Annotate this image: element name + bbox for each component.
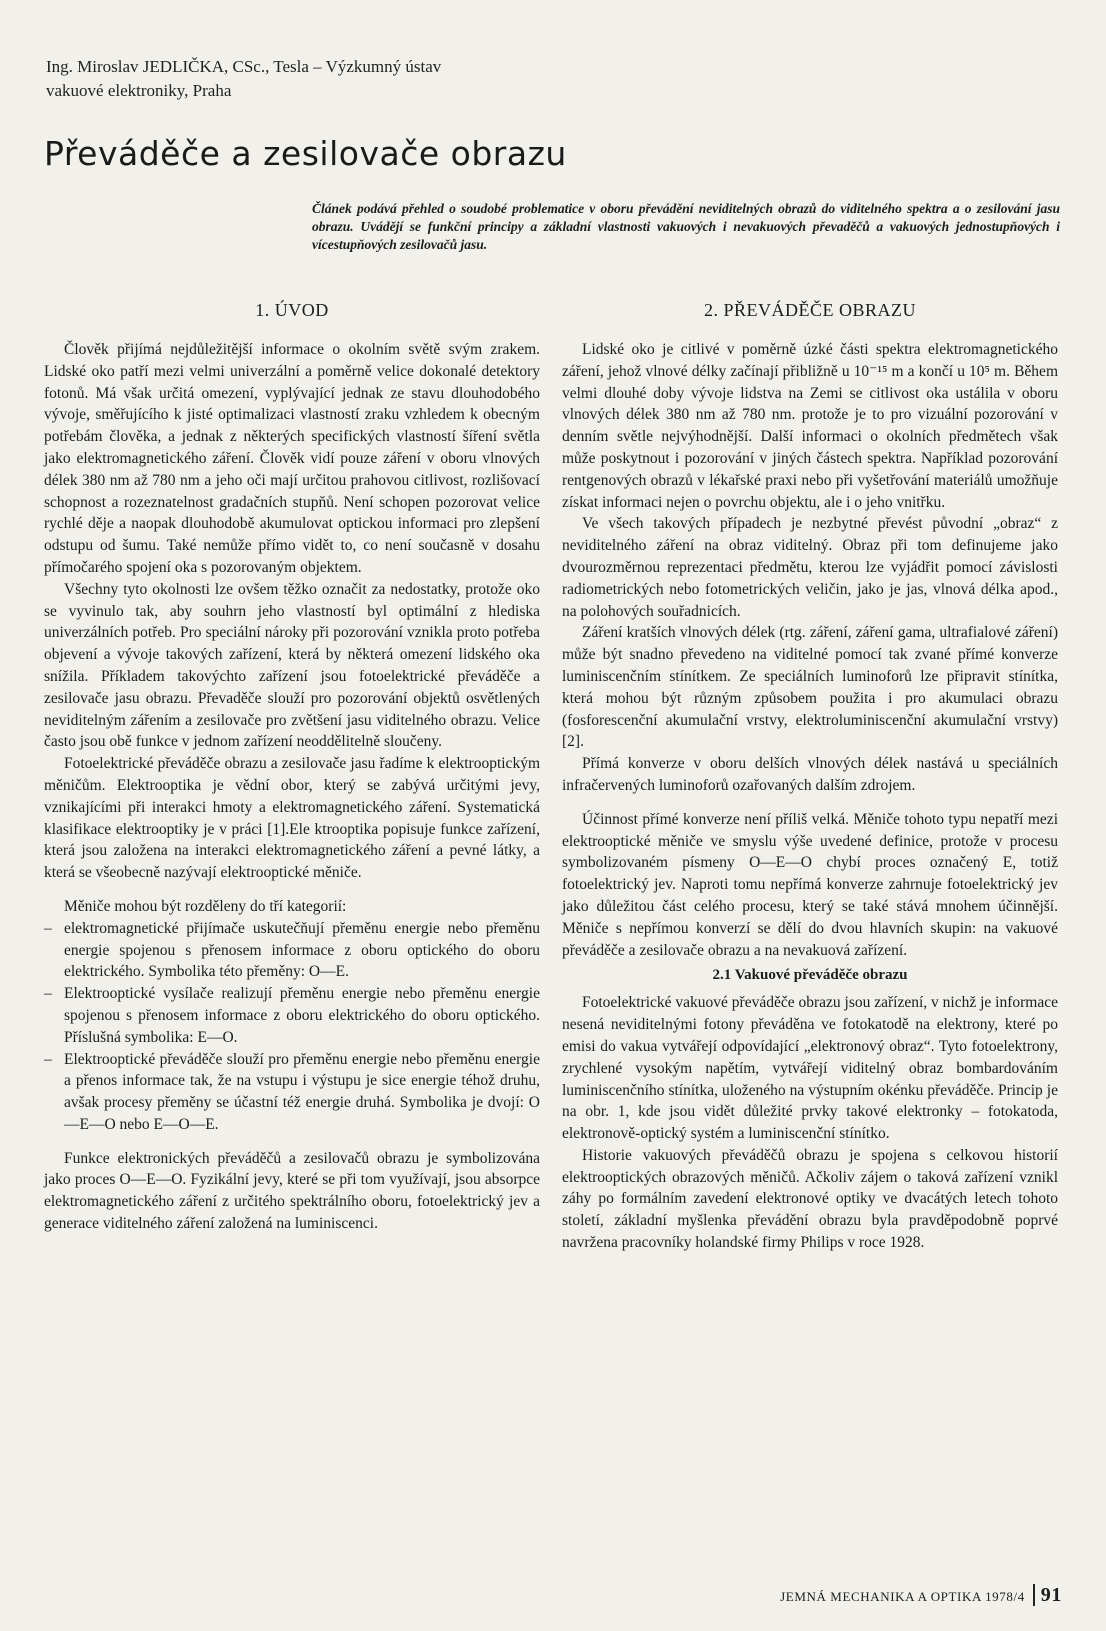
paragraph: Všechny tyto okolnosti lze ovšem těžko označit za nedostatky, protože oko se vyvinulo tak, aby souhrn jeho vlastností byl optimální z hlediska univerzálních potřeb. Pro speciální nároky při pozorování vznikla proto potřeba objevení a vývoje takových zařízení, která by některá omezení lidského oka snížila. Příkladem takovýchto zařízení jsou fotoelektrické převáděče a zesilovače jasu obrazu. Převaděče slouží pro pozorování objektů osvětlených neviditelným zářením a zesilovače pro zvětšení jasu viditelného obrazu. Velice často jsou obě funkce v jednom zařízení neoddělitelně sloučeny. — [44, 580, 540, 751]
list-item: – Elektrooptické převáděče slouží pro přeměnu energie nebo přeměnu energie a přenos informace tak, že na vstupu i výstupu je sice energie téhož druhu, avšak procesy přeměny se účastní též energie druhá. Symbolika je dvojí: O—E—O nebo E—O—E. — [44, 1050, 540, 1133]
list-item-text: Elektrooptické vysílače realizují přeměnu energie nebo přeměnu energie spojenou s přenosem informace z oboru elektrického do oboru optického. Příslušná symbolika: E—O. — [64, 985, 540, 1046]
paragraph: Přímá konverze v oboru delších vlnových délek nastává u speciálních infračervených luminoforů ozařovaných dalším zdrojem. — [562, 755, 1058, 794]
page-number: 91 — [1033, 1584, 1062, 1606]
subsection-heading: 2.1 Vakuové převáděče obrazu — [712, 967, 908, 984]
author-block — [46, 55, 566, 103]
section-heading-prevadece: 2. PŘEVÁDĚČE OBRAZU — [703, 300, 916, 320]
list-item: – elektromagnetické přijímače uskutečňují přeměnu energie nebo přeměnu energie spojenou s přenosem informace z oboru optického do oboru elektrického. Symbolika této přeměny: O—E. — [44, 919, 540, 981]
paragraph: Záření kratších vlnových délek (rtg. záření, záření gama, ultrafialové záření) může být snadno převedeno na viditelné pomocí tak zvané přímé konverze luminiscenčním stínítkem. Ze speciálních luminoforů lze připravit stínítka, která mohou být různým způsobem použita i pro akumulaci obrazu (fosforescenční akumulační vrstvy, elektroluminiscenční akumulační vrstvy) [2]. — [562, 624, 1058, 751]
left-column — [44, 300, 540, 1235]
article-abstract: Článek podává přehled o soudobé problematice v oboru převádění neviditelných obrazů do viditelného spektra a o zesilování jasu obrazu. Uvádějí se funkční principy a základní vlastnosti vakuových i nevakuových převaděčů a vakuových jednostupňových i vícestupňových zesilovačů jasu. — [312, 201, 1060, 252]
page-footer — [780, 1584, 1062, 1607]
paragraph: Měniče mohou být rozděleny do tří kategorií: — [64, 897, 347, 915]
paragraph: Funkce elektronických převáděčů a zesilovačů obrazu je symbolizována jako proces O—E—O. Fyzikální jevy, které se při tom využívají, jsou absorpce elektromagnetického záření z určitého spektrálního oboru, fotoelektrický jev a generace viditelného záření založená na luminiscenci. — [44, 1149, 540, 1233]
list-item-text: Elektrooptické převáděče slouží pro přeměnu energie nebo přeměnu energie a přenos informace tak, že na vstupu i výstupu je sice energie téhož druhu, avšak procesy přeměny se účastní též energie druhá. Symbolika je dvojí: O—E—O nebo E—O—E. — [64, 1050, 540, 1133]
author-line-2: vakuové elektroniky, Praha — [46, 81, 232, 100]
list-item-text: elektromagnetické přijímače uskutečňují přeměnu energie nebo přeměnu energie spojenou s přenosem informace z oboru optického do oboru elektrického. Symbolika této přeměny: O—E. — [64, 919, 540, 981]
paragraph: Fotoelektrické převáděče obrazu a zesilovače jasu řadíme k elektrooptickým měničům. Elektrooptika je vědní obor, který se zabývá určitými jevy, vznikajícími při interakci hmoty a elektromagnetického záření. Systematická klasifikace elektrooptiky je v práci [1].Ele ktrooptika popisuje funkce zařízení, která jsou založena na interakci elektromagnetického záření a pevné látky, a která se všeobecně nazývají elektrooptické měniče. — [44, 755, 540, 882]
paragraph: Lidské oko je citlivé v poměrně úzké části spektra elektromagnetického záření, jehož vlnové délky začínají přibližně u 10⁻¹⁵ m a končí u 10⁵ m. Během velmi dlouhé doby vývoje lidstva na Zemi se citlivost oka ustálila v oboru vlnových délek 380 nm až 780 nm. protože je to pro vizuální pozorování v denním světle nejvýhodnější. Další informaci o okolních předmětech však může poskytnout i pozorování v jiných částech spektra. Například pozorování rentgenových obrazů v lékařské praxi nebo při vyšetřování materiálů umožňuje získat informaci nejen o povrchu objektu, ale i o jeho vnitřku. — [562, 341, 1058, 511]
category-list — [44, 918, 540, 1136]
article-title: Převáděče a zesilovače obrazu — [44, 134, 567, 173]
list-item: – Elektrooptické vysílače realizují přeměnu energie nebo přeměnu energie spojenou s přenosem informace z oboru elektrického do oboru optického. Příslušná symbolika: E—O. — [44, 985, 540, 1046]
section-heading-uvod: 1. ÚVOD — [255, 300, 329, 320]
right-column — [562, 300, 1058, 1254]
paragraph: Člověk přijímá nejdůležitější informace o okolním světě svým zrakem. Lidské oko patří mezi velmi univerzální a poměrně velice dokonalé detektory fotonů. Má však určitá omezení, vyplývající jednak ze stavu dlouhodobého vývoje, směřujícího k jisté optimalizaci vlastností zraku vzhledem k obecným potřebám člověka, a jednak z některých specifických vlastností šíření světla jako elektromagnetického záření. Člověk vidí pouze záření v oboru vlnových délek 380 nm až 780 nm a jeho oči mají určitou prahovou citlivost, rozlišovací schopnost a rozeznatelnost gradačních stupňů. Není schopen pozorovat velice rychlé děje a naopak dlouhodobě akumulovat optickou informaci pro zlepšení odstupu od šumu. Také nemůže přímo vidět to, co není současně v dosahu přímočarého spojení oka s pozorovaným objektem. — [44, 341, 540, 576]
author-line-1: Ing. Miroslav JEDLIČKA, CSc., Tesla – Výzkumný ústav — [46, 57, 442, 76]
paragraph: Historie vakuových převáděčů obrazu je spojena s celkovou historií elektrooptických obrazových měničů. Ačkoliv zájem o taková zařízení vznikl záhy po formálním zavedení elektronové optiky ve dvacátých letech tohoto století, základní myšlenka převádění obrazu byla pravděpodobně poprvé navržena pracovníky holandské firmy Philips v roce 1928. — [562, 1146, 1058, 1252]
paragraph: Ve všech takových případech je nezbytné převést původní „obraz“ z neviditelného záření na obraz viditelný. Obraz při tom definujeme jako dvourozměrnou reprezentaci předmětu, kterou lze vyjádřit pomocí závislosti radiometrických nebo fotometrických veličin, jako je jas, vlnová délka apod., na polohových souřadnicích. — [562, 515, 1058, 620]
paragraph: Účinnost přímé konverze není příliš velká. Měniče tohoto typu nepatří mezi elektrooptické měniče ve smyslu výše uvedené definice, protože v procesu symbolizovaném písmeny O—E—O chybí proces označený E, totiž fotoelektrický jev. Naproti tomu nepřímá konverze zahrnuje fotoelektrický jev jako důležitou část celého procesu, který se také stává mnohem účinnější. Měniče s nepřímou konverzí se dělí do dvou hlavních skupin: na vakuové převáděče a zesilovače obrazu a na nevakuová zařízení. — [562, 810, 1058, 959]
journal-name: JEMNÁ MECHANIKA A OPTIKA 1978/4 — [780, 1589, 1025, 1604]
paragraph: Fotoelektrické vakuové převáděče obrazu jsou zařízení, v nichž je informace nesená neviditelnými fotony převáděna ve fotokatodě na elektrony, které po emisi do vakua vytvářejí odpovídající „elektronový obraz“. Tyto fotoelektrony, zrychlené vysokým napětím, vytvářejí viditelný obraz bombardováním luminiscenčního stínítka, uloženého na výstupním okénku převáděče. Princip je na obr. 1, kde jsou vidět důležité prvky takové elektronky – fotokatoda, elektronově-optický systém a luminiscenční stínítko. — [562, 994, 1058, 1143]
